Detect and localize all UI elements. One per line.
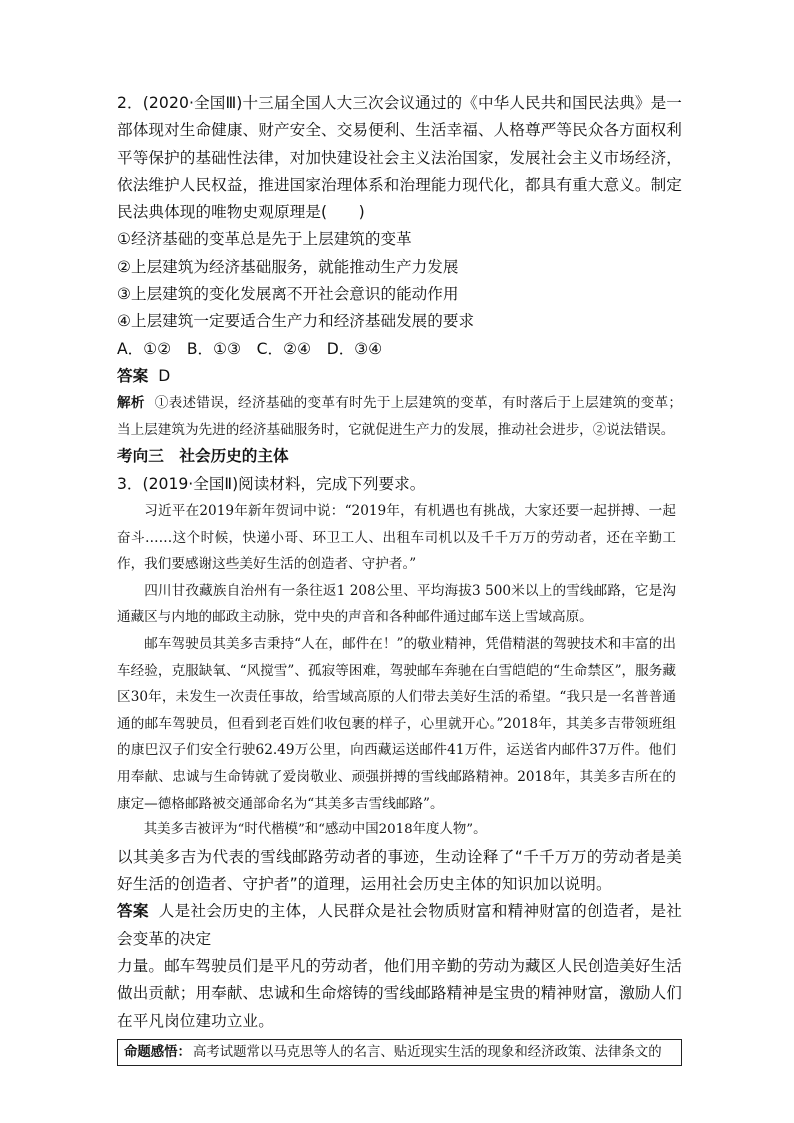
q2-stem: 2．(2020·全国Ⅲ)十三届全国人大三次会议通过的《中华人民共和国民法典》是一部体现对生命健康、财产安全、交易便利、生活幸福、人格尊严等民众各方面权利平等保护的基础性法律，对加快建设社会主义法治国家，发展社会主义市场经济，依法维护人民权益，推进国家治理体系和治理能力现代化，都具有重大意义。制定民法典体现的唯物史观原理是( ) [117, 94, 682, 222]
q2-answer-value: D [158, 366, 171, 385]
q2-analysis-text: ①表述错误，经济基础的变革有时先于上层建筑的变革，有时落后于上层建筑的变革；当上层建筑为先进的经济基础服务时，它就促进生产力的发展，推动社会进步，②说法错误。 [117, 395, 682, 438]
q3-answer-label: 答案 [117, 902, 149, 921]
q2-answer-label: 答案 [117, 366, 149, 385]
q3-stem: 3．(2019·全国Ⅱ)阅读材料，完成下列要求。 [117, 474, 426, 493]
q2-analysis-label: 解析 [117, 395, 145, 412]
note-text: 高考试题常以马克思等人的名言、贴近现实生活的现象和经济政策、法律条文的 [192, 1044, 662, 1060]
q3-material-3: 邮车驾驶员其美多吉秉持“人在，邮件在！”的敬业精神，凭借精湛的驾驶技术和丰富的出车经验，克服缺氧、“风搅雪”、孤寂等困难，驾驶邮车奔驰在白雪皑皑的“生命禁区”，服务藏区30年，未发生一次责任事故，给雪域高原的人们带去美好生活的希望。“我只是一名普普通通的邮车驾驶员，但看到老百姓们收包裹的样子，心里就开心。”2018年，其美多吉带领班组的康巴汉子们安全行驶62.49万公里，向西藏运送邮件41万件，运送省内邮件37万件。他们用奉献、忠诚与生命铸就了爱岗敬业、顽强拼搏的雪线邮路精神。2018年，其美多吉所在的康定—德格邮路被交通部命名为“其美多吉雪线邮路”。 [117, 636, 676, 812]
section-title: 考向三 社会历史的主体 [117, 447, 289, 466]
q3-material-1: 习近平在2019年新年贺词中说：“2019年，有机遇也有挑战，大家还要一起拼搏、一起奋斗……这个时候，快递小哥、环卫工人、出租车司机以及千千万万的劳动者，还在辛勤工作，我们要感谢这些美好生活的创造者、守护者。” [117, 503, 676, 573]
q3-answer [117, 898, 682, 953]
q2-choices: A．①② B．①③ C．②④ D．③④ [117, 339, 383, 358]
q2-option-1: ①经济基础的变革总是先于上层建筑的变革 [117, 230, 412, 249]
q2-option-3: ③上层建筑的变化发展离不开社会意识的能动作用 [117, 285, 459, 304]
q2-answer [117, 363, 682, 390]
q3-material-2: 四川甘孜藏族自治州有一条往返1 208公里、平均海拔3 500米以上的雪线邮路，它是沟通藏区与内地的邮政主动脉，党中央的声音和各种邮件通过邮车送上雪域高原。 [117, 582, 676, 626]
q3-question: 以其美多吉为代表的雪线邮路劳动者的事迹，生动诠释了“千千万万的劳动者是美好生活的创造者、守护者”的道理，运用社会历史主体的知识加以说明。 [117, 847, 682, 894]
q2-option-4: ④上层建筑一定要适合生产力和经济基础发展的要求 [117, 312, 475, 331]
note-label: 命题感悟： [124, 1043, 191, 1060]
q3-answer-line1: 人是社会历史的主体，人民群众是社会物质财富和精神财富的创造者，是社会变革的决定 [117, 902, 682, 948]
page-content [117, 90, 682, 1066]
q3-material-4: 其美多吉被评为“时代楷模”和“感动中国2018年度人物”。 [143, 822, 487, 838]
q2-option-2: ②上层建筑为经济基础服务，就能推动生产力发展 [117, 257, 459, 276]
q3-answer-continued: 力量。邮车驾驶员们是平凡的劳动者，他们用辛勤的劳动为藏区人民创造美好生活做出贡献；用奉献、忠诚和生命熔铸的雪线邮路精神是宝贵的精神财富，激励人们在平凡岗位建功立业。 [117, 956, 682, 1030]
note-box [117, 1039, 682, 1066]
q2-analysis [117, 390, 682, 443]
